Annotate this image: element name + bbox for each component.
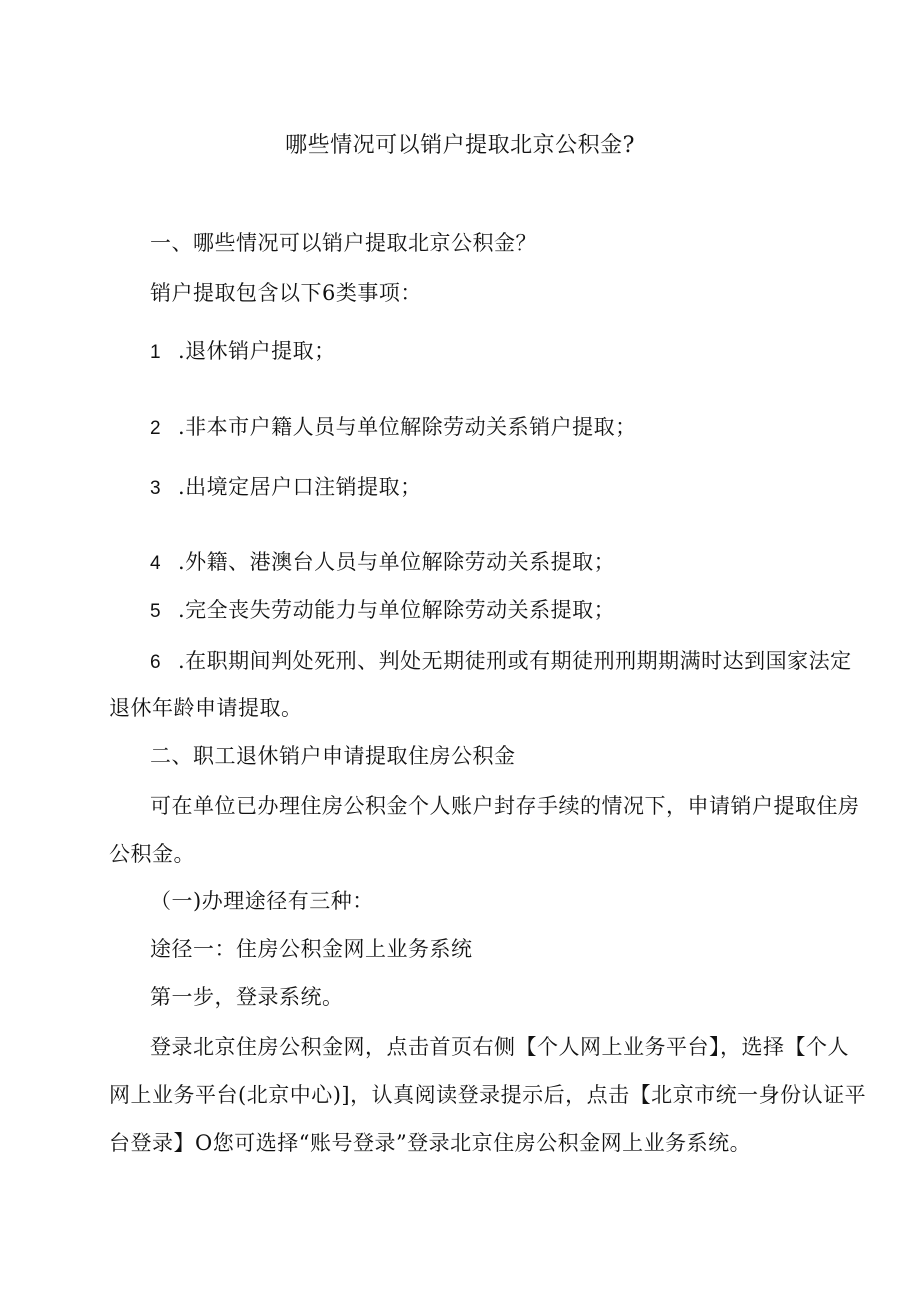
list-item-4 (150, 548, 615, 578)
list-item-6 (150, 647, 852, 677)
login-paragraph-line3: 台登录】O您可选择“账号登录”登录北京住房公积金网上业务系统。 (109, 1131, 752, 1155)
subsection1-heading: （一)办理途径有三种： (150, 889, 374, 913)
list-item-number: 3 (150, 478, 162, 499)
list-item-5 (150, 596, 615, 626)
section2-heading: 二、职工退休销户申请提取住房公积金 (150, 744, 516, 768)
list-item-number: 4 (150, 553, 162, 574)
section2-paragraph-line2: 公积金。 (109, 842, 195, 866)
list-item-text: .出境定居户口注销提取； (178, 475, 422, 499)
list-item-number: 6 (150, 652, 162, 673)
list-item-text: .完全丧失劳动能力与单位解除劳动关系提取； (178, 598, 616, 622)
section1-heading: 一、哪些情况可以销户提取北京公积金？ (150, 231, 537, 255)
document-title: 哪些情况可以销户提取北京公积金? (285, 133, 635, 158)
step1-text: 第一步，登录系统。 (150, 985, 344, 1009)
login-paragraph-line2: 网上业务平台(北京中心)]，认真阅读登录提示后，点击【北京市统一身份认证平 (109, 1083, 867, 1107)
intro-text: 销户提取包含以下6类事项： (150, 281, 422, 305)
list-item-text: .在职期间判处死刑、判处无期徒刑或有期徒刑刑期期满时达到国家法定 (178, 649, 852, 673)
list-item-number: 1 (150, 342, 162, 363)
list-item-text: .退休销户提取； (178, 339, 336, 363)
list-item-number: 2 (150, 418, 162, 439)
section2-paragraph-line1: 可在单位已办理住房公积金个人账户封存手续的情况下，申请销户提取住房 (150, 794, 860, 818)
list-item-6-continuation: 退休年龄申请提取。 (109, 696, 303, 720)
list-item-number: 5 (150, 601, 162, 622)
list-item-2 (150, 413, 637, 443)
list-item-3 (150, 473, 422, 503)
list-item-text: .外籍、港澳台人员与单位解除劳动关系提取； (178, 550, 616, 574)
list-item-text: .非本市户籍人员与单位解除劳动关系销户提取； (178, 415, 637, 439)
login-paragraph-line1: 登录北京住房公积金网，点击首页右侧【个人网上业务平台】，选择【个人 (150, 1035, 849, 1059)
route1-heading: 途径一：住房公积金网上业务系统 (150, 937, 473, 961)
list-item-1 (150, 337, 336, 367)
